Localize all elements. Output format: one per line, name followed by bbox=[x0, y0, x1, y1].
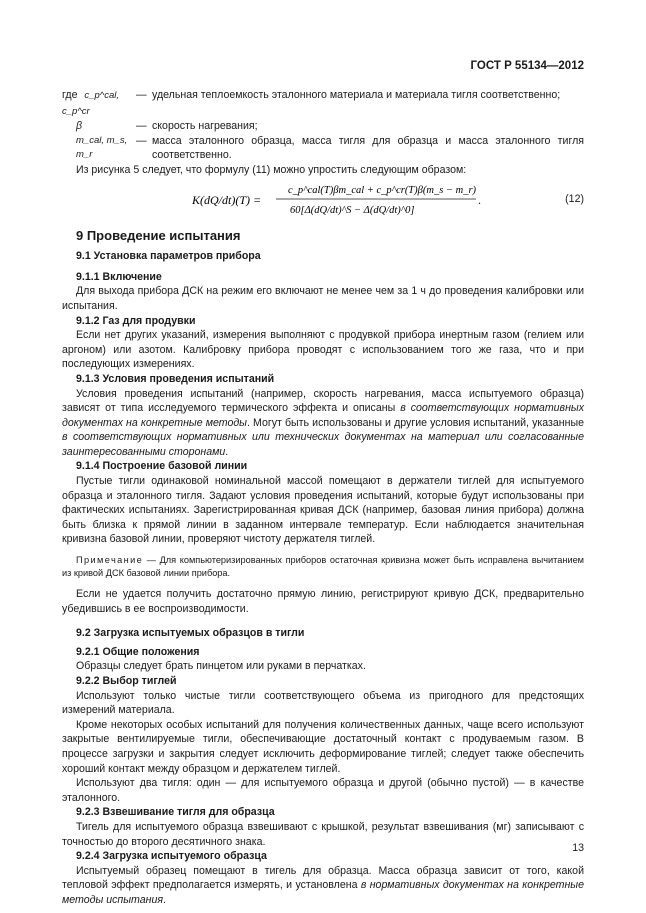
normative-ref: в соответствующих нормативных документах на конкретные методы bbox=[62, 402, 584, 429]
standard-header: ГОСТ Р 55134—2012 bbox=[470, 60, 584, 72]
formula-numerator: c_p^cal(T)βm_cal + c_p^cr(T)β(m_s − m_r) bbox=[288, 184, 477, 196]
note-label: Примечание bbox=[76, 555, 144, 566]
formula-intro: Из рисунка 5 следует, что формулу (11) можно упростить следующим образом: bbox=[76, 163, 467, 176]
section-9-2-1-title: 9.2.1 Общие положения bbox=[76, 645, 200, 658]
section-9-1-2-title: 9.1.2 Газ для продувки bbox=[76, 314, 196, 327]
section-9-2-4-text: Испытуемый образец помещают в тигель для образца. Масса образца зависит от того, какой тепловой эффект предполагается измерять, и установлена в нормативных документах на конкретные методы испытания. bbox=[62, 864, 584, 906]
normative-ref: в нормативных документах на конкретные методы испытания bbox=[62, 879, 584, 906]
section-9-1-2-text: Если нет других указаний, измерения выполняют с продувкой прибора инертным газом (гелием или аргоном) или азотом. Калибровку прибора проводят с использованием того же газа, что и при последующих измерениях. bbox=[62, 329, 584, 371]
def-text-beta: скорость нагревания; bbox=[152, 120, 258, 133]
formula-tail: . bbox=[478, 192, 481, 207]
section-9-2-title: 9.2 Загрузка испытуемых образцов в тигли bbox=[76, 627, 305, 640]
section-9-2-2-title: 9.2.2 Выбор тиглей bbox=[76, 675, 177, 687]
section-9-2-1-text: Образцы следует брать пинцетом или руками в перчатках. bbox=[76, 660, 366, 673]
section-9-title: 9 Проведение испытания bbox=[76, 227, 241, 243]
section-9-2-3-text: Тигель для испытуемого образца взвешивают с крышкой, результат взвешивания (мг) записывают с точностью до второго десятичного знака. bbox=[62, 820, 584, 848]
def-dash: — bbox=[136, 134, 147, 147]
section-9-1-4-title: 9.1.4 Построение базовой линии bbox=[76, 460, 248, 473]
section-9-1-4-text: Пустые тигли одинаковой номинальной массой помещают в держатели тиглей для испытуемого образца и эталонного тигля. Задают условия проведения испытаний, которые будут использованы при фактических испытаниях. Зарегистрированная кривая ДСК (например, базовая линия прибора) должна быть близка к прямой линии в заданном интервале температур. Если наблюдается значительная кривизна базовой линии, проверяют чистоту держателя тиглей. bbox=[62, 475, 584, 546]
symbol-cp: c_p^cal, c_p^cr bbox=[62, 90, 119, 117]
def-dash: — bbox=[136, 89, 147, 101]
equation-number: (12) bbox=[565, 192, 584, 205]
section-9-1-1-title: 9.1.1 Включение bbox=[76, 270, 162, 283]
section-9-1-title: 9.1 Установка параметров прибора bbox=[76, 250, 261, 263]
section-9-2-4-title: 9.2.4 Загрузка испытуемого образца bbox=[76, 850, 267, 863]
formula-graphic bbox=[192, 180, 482, 220]
section-9-2-3-title: 9.2.3 Взвешивание тигля для образца bbox=[76, 806, 275, 819]
section-9-1-4-text-2: Если не удается получить достаточно прямую линию, регистрируют кривую ДСК, предварительно убедившись в ее воспроизводимости. bbox=[62, 588, 584, 615]
page-number: 13 bbox=[572, 842, 584, 854]
formula-12 bbox=[62, 180, 584, 220]
symbol-definitions bbox=[62, 88, 584, 163]
def-symbol-cp: где c_p^cal, c_p^cr bbox=[62, 89, 119, 117]
formula-lhs: K(dQ/dt)(T) = bbox=[192, 192, 262, 207]
section-9-2-2-text-3: Используют два тигля: один — для испытуемого образца и другой (обычно пустой) — в качестве эталонного. bbox=[62, 777, 584, 804]
normative-ref: в соответствующих нормативных или технических документах на материал или согласованные заинтересованными сторонами bbox=[62, 431, 584, 458]
section-9-1-3-title: 9.1.3 Условия проведения испытаний bbox=[76, 372, 275, 385]
symbol-beta: β bbox=[76, 120, 83, 133]
section-9-2-2-text-2: Кроме некоторых особых испытаний для получения количественных данных, чаще всего используют закрытые вентилируемые тигли, обеспечивающие достаточный контакт с продуваемым газом. В процессе загрузки и закрытия следует исключить деформирование тиглей; следует также обеспечить хороший контакт между образцом и держателем тиглей. bbox=[62, 718, 584, 775]
note: Примечание — Для компьютеризированных приборов остаточная кривизна может быть исправлена вычитанием из кривой ДСК базовой линии прибора. bbox=[62, 555, 584, 579]
section-9-2-2-text-1: Используют только чистые тигли соответствующего объема из пригодного для предстоящих измерений материала. bbox=[62, 689, 584, 717]
def-text-cp: удельная теплоемкость эталонного материала и материала тигля соответственно; bbox=[152, 89, 561, 101]
section-9-1-1-text: Для выхода прибора ДСК на режим его включают не менее чем за 1 ч до проведения калибровки или испытания. bbox=[62, 285, 584, 312]
formula-denominator: 60[Δ(dQ/dt)^S − Δ(dQ/dt)^0] bbox=[290, 204, 415, 216]
document-body bbox=[62, 88, 584, 908]
def-dash: — bbox=[136, 120, 147, 133]
section-9-1-3-text: Условия проведения испытаний (например, скорость нагревания, масса испытуемого образца) зависят от типа исследуемого термического эффекта и описаны в соответствующих нормативных документах на конкретные методы. Могут быть использованы и другие условия испытаний, указанные в соответствующих нормативных или технических документах на материал или согласованные заинтересованными сторонами. bbox=[62, 387, 584, 458]
def-text-masses: масса эталонного образца, масса тигля для образца и масса эталонного тигля соответственно. bbox=[152, 134, 584, 162]
symbol-masses: m_cal, m_s, m_r bbox=[76, 134, 128, 161]
